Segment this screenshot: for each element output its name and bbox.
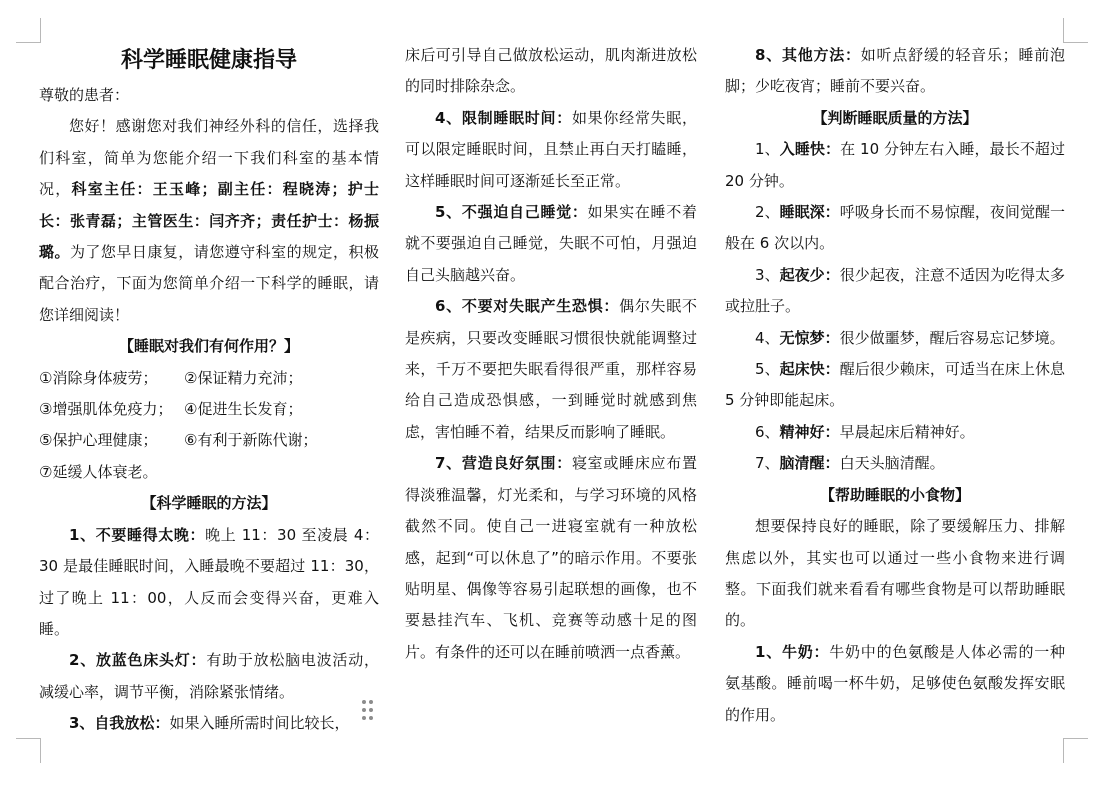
intro-paragraph	[39, 111, 379, 331]
food-label: 1、牛奶：	[755, 642, 830, 661]
quality-number: 1、	[755, 140, 780, 159]
column-1	[39, 40, 379, 740]
benefits-list	[39, 363, 379, 489]
quality-item	[725, 448, 1065, 479]
quality-label: 起夜少：	[779, 265, 840, 284]
quality-label: 入睡快：	[779, 140, 841, 159]
page-corner-mark	[1063, 18, 1088, 43]
quality-item	[725, 354, 1065, 417]
page-corner-mark	[1063, 738, 1088, 763]
food-item	[725, 637, 1065, 731]
quality-number: 4、	[755, 328, 780, 347]
quality-number: 3、	[755, 265, 780, 284]
method-text: 有助于放松脑电波活动，减缓心率，调节平衡，消除紧张情绪。	[39, 651, 379, 701]
page-corner-mark	[16, 18, 41, 43]
benefit-item: ⑤保护心理健康；	[39, 431, 158, 450]
method-item	[405, 448, 697, 668]
intro-text-2: 为了您早日康复，请您遵守科室的规定，积极配合治疗，下面为您简单介绍一下科学的睡眠，请您详细阅读！	[39, 243, 379, 324]
section-heading-methods: 【科学睡眠的方法】	[141, 494, 277, 513]
quality-label: 起床快：	[779, 360, 840, 379]
quality-text: 呼吸身长而不易惊醒，夜间觉醒一般在 6 次以内。	[725, 203, 1065, 253]
column-2	[405, 40, 697, 668]
benefit-item: ②保证精力充沛；	[184, 368, 303, 387]
section-heading-quality: 【判断睡眠质量的方法】	[812, 108, 978, 127]
food-text: 牛奶中的色氨酸是人体必需的一种氨基酸。睡前喝一杯牛奶，足够使色氨酸发挥安眠的作用。	[725, 642, 1065, 724]
method-item	[39, 520, 379, 646]
quality-item	[725, 260, 1065, 323]
quality-label: 脑清醒：	[779, 454, 840, 473]
quality-text: 白天头脑清醒。	[839, 454, 945, 473]
benefit-item: ①消除身体疲劳；	[39, 368, 158, 387]
benefit-item: ⑦延缓人体衰老。	[39, 462, 158, 481]
quality-number: 6、	[755, 422, 780, 441]
method-item-continuation: 床后可引导自己做放松运动，肌肉渐进放松的同时排除杂念。	[405, 46, 697, 96]
method-item	[725, 40, 1065, 103]
section-heading-benefits: 【睡眠对我们有何作用？】	[118, 337, 299, 356]
column-3	[725, 40, 1065, 731]
method-text: 如果你经常失眠，可以限定睡眠时间，且禁止再白天打瞌睡，这样睡眠时间可逐渐延长至正常。	[405, 108, 697, 190]
method-text: 如果实在睡不着就不要强迫自己睡觉，失眠不可怕，月强迫自己头脑越兴奋。	[405, 203, 697, 284]
method-item	[405, 103, 697, 197]
method-item	[39, 708, 379, 739]
method-label: 5、不强迫自己睡觉：	[435, 203, 588, 222]
method-item	[39, 645, 379, 708]
section-heading-foods: 【帮助睡眠的小食物】	[819, 485, 970, 504]
quality-text: 很少起夜，注意不适因为吃得太多或拉肚子。	[725, 265, 1065, 316]
method-label: 1、不要睡得太晚：	[69, 525, 206, 544]
method-text: 如果入睡所需时间比较长，	[169, 714, 350, 733]
quality-item	[725, 134, 1065, 197]
quality-item	[725, 417, 1065, 448]
method-label: 8、其他方法：	[755, 46, 861, 64]
quality-label: 睡眠深：	[779, 203, 840, 222]
method-item	[405, 197, 697, 291]
method-text: 晚上 11：30 至凌晨 4：30 是最佳睡眠时间，入睡最晚不要超过 11：30，过了晚上 11：00，人反而会变得兴奋，更难入睡。	[39, 525, 379, 638]
method-label: 6、不要对失眠产生恐惧：	[435, 297, 620, 316]
page-title: 科学睡眠健康指导	[120, 47, 297, 73]
method-text: 偶尔失眠不是疾病，只要改变睡眠习惯很快就能调整过来，千万不要把失眠看得很严重，那样容易给自己造成恐惧感，一到睡觉时就感到焦虑，害怕睡不着，结果反而影响了睡眠。	[405, 297, 697, 441]
method-label: 7、营造良好氛围：	[435, 454, 572, 473]
benefit-item: ③增强肌体免疫力；	[39, 400, 173, 419]
quality-item	[725, 197, 1065, 260]
quality-text: 早晨起床后精神好。	[839, 422, 975, 441]
method-text: 寝室或睡床应布置得淡雅温馨，灯光柔和，与学习环境的风格截然不同。使自己一进寝室就有一种放松感，起到“可以休息了”的暗示作用。不要张贴明星、偶像等容易引起联想的画像，也不要悬挂汽车、飞机、竞赛等动感十足的图片。有条件的还可以在睡前喷洒一点香薰。	[405, 454, 697, 661]
quality-label: 精神好：	[779, 422, 840, 441]
quality-number: 2、	[755, 203, 780, 222]
staff-list: 科室主任：王玉峰；副主任：程晓涛；护士长：张青磊；主管医生：闫齐齐；责任护士：杨振璐。	[39, 180, 379, 262]
greeting: 尊敬的患者：	[39, 86, 130, 104]
quality-text: 在 10 分钟左右入睡，最长不超过 20 分钟。	[725, 140, 1066, 190]
method-label: 4、限制睡眠时间：	[435, 108, 572, 127]
method-text: 如听点舒缓的轻音乐；睡前泡脚；少吃夜宵；睡前不要兴奋。	[725, 46, 1065, 96]
method-item	[405, 291, 697, 448]
benefit-item: ④促进生长发育；	[184, 400, 303, 419]
quality-item	[725, 323, 1065, 354]
foods-intro: 想要保持良好的睡眠，除了要缓解压力、排解焦虑以外，其实也可以通过一些小食物来进行调整。下面我们就来看看有哪些食物是可以帮助睡眠的。	[725, 517, 1065, 630]
quality-text: 很少做噩梦，醒后容易忘记梦境。	[839, 328, 1065, 347]
intro-text: 您好！感谢您对我们神经外科的信任，选择我们科室，简单为您能介绍一下我们科室的基本情况，	[39, 117, 379, 199]
method-label: 2、放蓝色床头灯：	[69, 651, 207, 670]
page-corner-mark	[16, 738, 41, 763]
drag-handle-icon[interactable]	[362, 700, 374, 722]
quality-number: 5、	[755, 360, 780, 379]
benefit-item: ⑥有利于新陈代谢；	[184, 431, 318, 450]
method-label: 3、自我放松：	[69, 714, 170, 733]
quality-label: 无惊梦：	[779, 328, 840, 347]
quality-text: 醒后很少赖床，可适当在床上休息 5 分钟即能起床。	[725, 360, 1065, 410]
quality-number: 7、	[755, 454, 780, 473]
